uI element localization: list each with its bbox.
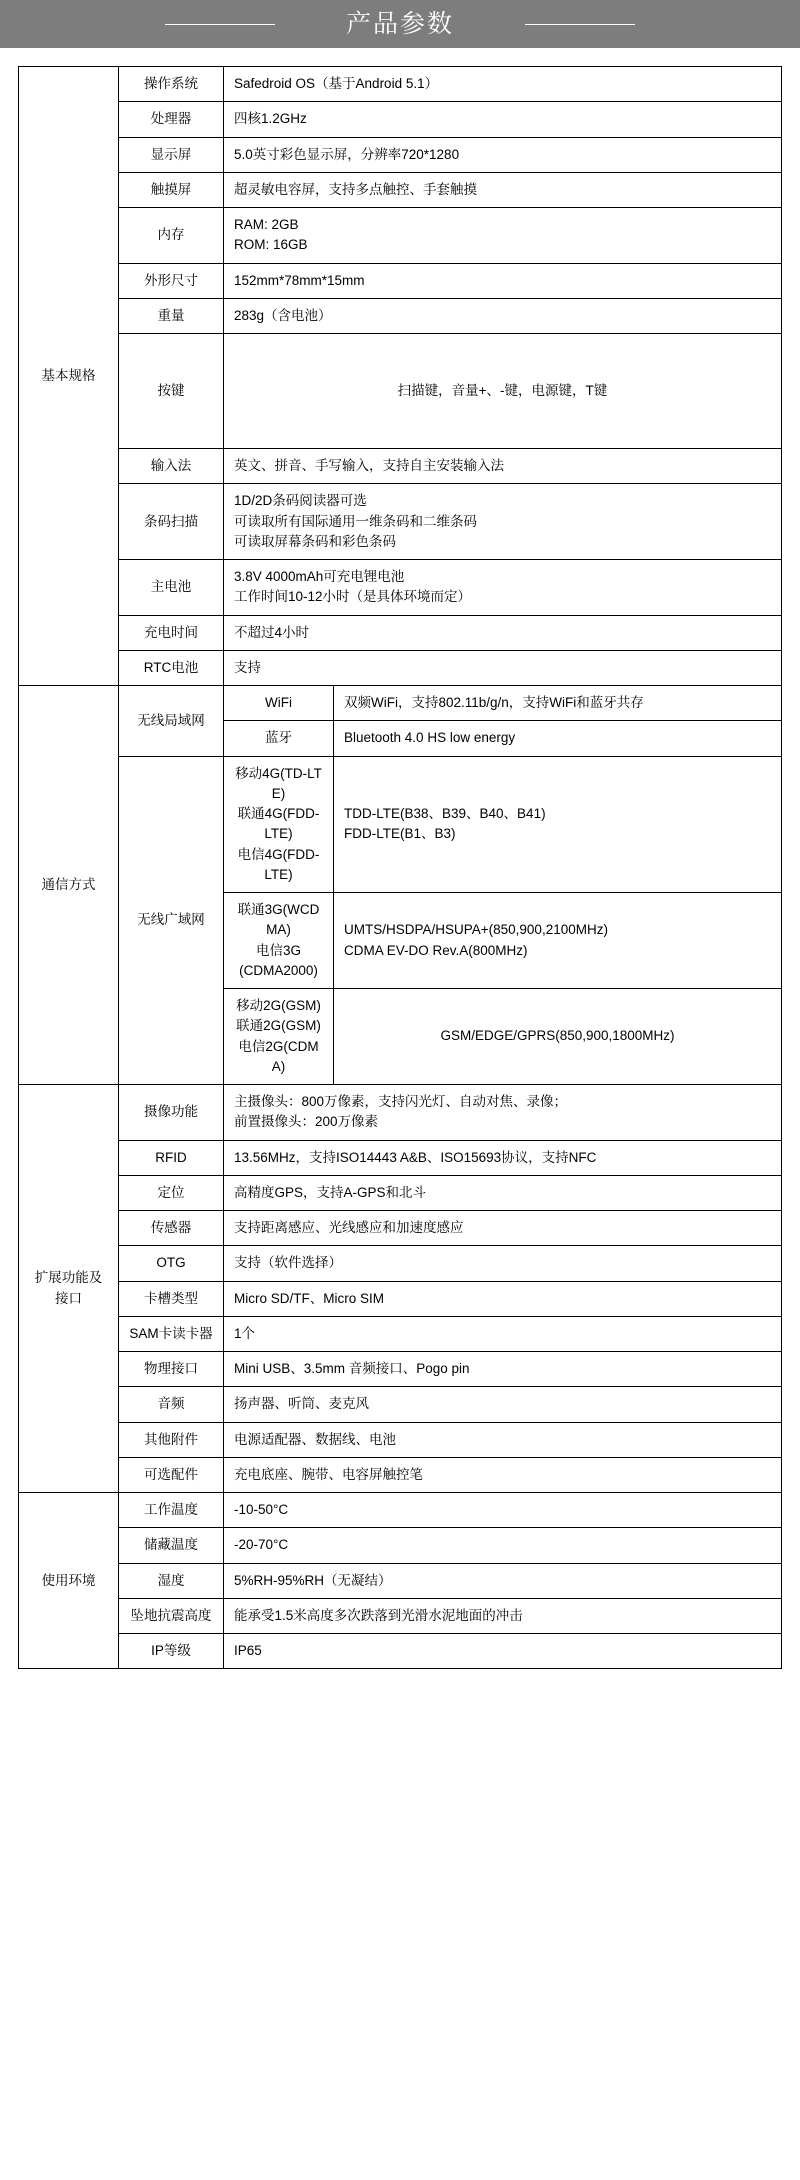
row-sublabel: 移动2G(GSM) 联通2G(GSM) 电信2G(CDMA)	[224, 989, 334, 1085]
table-row	[19, 1598, 782, 1633]
row-label: 触摸屏	[119, 172, 224, 207]
row-value: -20-70°C	[224, 1528, 782, 1563]
table-row	[19, 263, 782, 298]
table-row	[19, 1085, 782, 1141]
group-label-basic: 基本规格	[19, 67, 119, 686]
page-title: 产品参数	[345, 9, 454, 38]
row-label: 内存	[119, 208, 224, 264]
row-sublabel: 移动4G(TD-LTE) 联通4G(FDD-LTE) 电信4G(FDD-LTE)	[224, 756, 334, 893]
row-label: 输入法	[119, 449, 224, 484]
row-label: IP等级	[119, 1634, 224, 1669]
row-value: 3.8V 4000mAh可充电锂电池 工作时间10-12小时（是具体环境而定）	[224, 560, 782, 616]
row-label: 充电时间	[119, 615, 224, 650]
row-value: Bluetooth 4.0 HS low energy	[334, 721, 782, 756]
table-row	[19, 1493, 782, 1528]
row-value: IP65	[224, 1634, 782, 1669]
row-sublabel: 蓝牙	[224, 721, 334, 756]
row-value: Mini USB、3.5mm 音频接口、Pogo pin	[224, 1352, 782, 1387]
table-row	[19, 560, 782, 616]
table-row	[19, 1211, 782, 1246]
table-row	[19, 686, 782, 721]
row-value: 152mm*78mm*15mm	[224, 263, 782, 298]
row-value: GSM/EDGE/GPRS(850,900,1800MHz)	[334, 989, 782, 1085]
group-label-environment: 使用环境	[19, 1493, 119, 1669]
row-value: 双频WiFi，支持802.11b/g/n，支持WiFi和蓝牙共存	[334, 686, 782, 721]
row-sublabel: WiFi	[224, 686, 334, 721]
row-value: 高精度GPS，支持A-GPS和北斗	[224, 1175, 782, 1210]
row-value: 四核1.2GHz	[224, 102, 782, 137]
table-row	[19, 1457, 782, 1492]
row-value: 不超过4小时	[224, 615, 782, 650]
row-value: Micro SD/TF、Micro SIM	[224, 1281, 782, 1316]
row-label: 卡槽类型	[119, 1281, 224, 1316]
table-row	[19, 1246, 782, 1281]
table-row	[19, 484, 782, 560]
spec-table-wrapper	[0, 48, 800, 1699]
row-label: SAM卡读卡器	[119, 1316, 224, 1351]
table-row	[19, 1316, 782, 1351]
table-row	[19, 102, 782, 137]
row-label: 其他附件	[119, 1422, 224, 1457]
row-value: 主摄像头：800万像素，支持闪光灯、自动对焦、录像； 前置摄像头：200万像素	[224, 1085, 782, 1141]
row-value: 5.0英寸彩色显示屏，分辨率720*1280	[224, 137, 782, 172]
row-label: OTG	[119, 1246, 224, 1281]
table-row	[19, 1422, 782, 1457]
row-value: 支持（软件选择）	[224, 1246, 782, 1281]
row-value: TDD-LTE(B38、B39、B40、B41) FDD-LTE(B1、B3)	[334, 756, 782, 893]
table-row	[19, 1563, 782, 1598]
table-row	[19, 1387, 782, 1422]
row-value: 1个	[224, 1316, 782, 1351]
row-value: UMTS/HSDPA/HSUPA+(850,900,2100MHz) CDMA EV-DO Rev.A(800MHz)	[334, 893, 782, 989]
row-label: 坠地抗震高度	[119, 1598, 224, 1633]
row-value: 英文、拼音、手写输入，支持自主安装输入法	[224, 449, 782, 484]
row-label: 储藏温度	[119, 1528, 224, 1563]
table-row	[19, 1281, 782, 1316]
table-row	[19, 449, 782, 484]
row-label: 湿度	[119, 1563, 224, 1598]
row-value: 13.56MHz，支持ISO14443 A&B、ISO15693协议，支持NFC	[224, 1140, 782, 1175]
row-value: 283g（含电池）	[224, 298, 782, 333]
row-label: 传感器	[119, 1211, 224, 1246]
row-value: 支持距离感应、光线感应和加速度感应	[224, 1211, 782, 1246]
row-label: 工作温度	[119, 1493, 224, 1528]
row-value: RAM: 2GB ROM: 16GB	[224, 208, 782, 264]
row-label: 重量	[119, 298, 224, 333]
row-value: -10-50°C	[224, 1493, 782, 1528]
spec-table	[18, 66, 782, 1669]
row-value: 支持	[224, 650, 782, 685]
table-row	[19, 650, 782, 685]
row-sublabel: 联通3G(WCDMA) 电信3G (CDMA2000)	[224, 893, 334, 989]
row-value: Safedroid OS（基于Android 5.1）	[224, 67, 782, 102]
row-label: 物理接口	[119, 1352, 224, 1387]
spec-table-body	[19, 67, 782, 1669]
row-value: 超灵敏电容屏，支持多点触控、手套触摸	[224, 172, 782, 207]
table-row	[19, 1352, 782, 1387]
group-label-expansion: 扩展功能及接口	[19, 1085, 119, 1493]
table-row	[19, 67, 782, 102]
row-label: 摄像功能	[119, 1085, 224, 1141]
table-row	[19, 137, 782, 172]
row-value: 充电底座、腕带、电容屏触控笔	[224, 1457, 782, 1492]
row-value: 扬声器、听筒、麦克风	[224, 1387, 782, 1422]
row-label: 按键	[119, 334, 224, 449]
row-label: 外形尺寸	[119, 263, 224, 298]
row-label-wlan: 无线局域网	[119, 686, 224, 757]
table-row	[19, 1528, 782, 1563]
table-row	[19, 1634, 782, 1669]
row-label: 处理器	[119, 102, 224, 137]
table-row	[19, 615, 782, 650]
row-value: 5%RH-95%RH（无凝结）	[224, 1563, 782, 1598]
table-row	[19, 1140, 782, 1175]
row-value: 能承受1.5米高度多次跌落到光滑水泥地面的冲击	[224, 1598, 782, 1633]
row-label: RTC电池	[119, 650, 224, 685]
row-label: 主电池	[119, 560, 224, 616]
table-row	[19, 208, 782, 264]
row-label: 操作系统	[119, 67, 224, 102]
table-row	[19, 334, 782, 449]
table-row	[19, 756, 782, 893]
row-label-wwan: 无线广域网	[119, 756, 224, 1085]
row-value: 电源适配器、数据线、电池	[224, 1422, 782, 1457]
row-label: 定位	[119, 1175, 224, 1210]
row-value: 1D/2D条码阅读器可选 可读取所有国际通用一维条码和二维条码 可读取屏幕条码和彩色条码	[224, 484, 782, 560]
row-value: 扫描键，音量+、-键，电源键，T键	[224, 334, 782, 449]
table-row	[19, 298, 782, 333]
row-label: 显示屏	[119, 137, 224, 172]
group-label-comm: 通信方式	[19, 686, 119, 1085]
row-label: 条码扫描	[119, 484, 224, 560]
row-label: 音频	[119, 1387, 224, 1422]
row-label: RFID	[119, 1140, 224, 1175]
page-banner	[0, 0, 800, 48]
table-row	[19, 1175, 782, 1210]
row-label: 可选配件	[119, 1457, 224, 1492]
table-row	[19, 172, 782, 207]
